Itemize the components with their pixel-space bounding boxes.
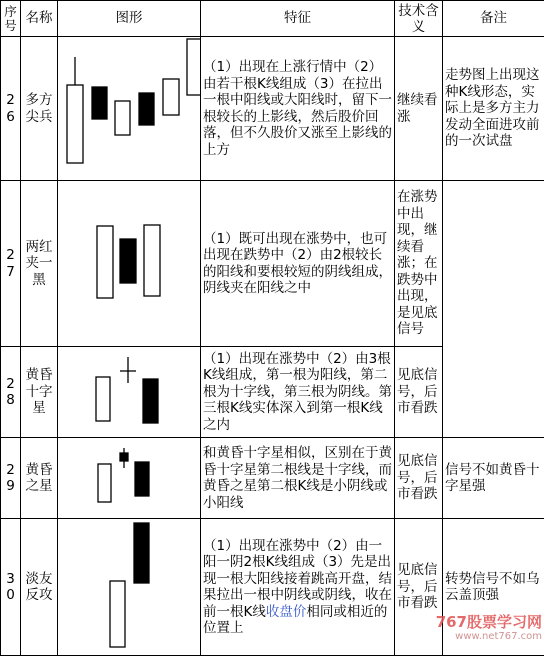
header-row [1,1,544,37]
yang-candle [163,79,179,115]
yang-candle [98,464,111,502]
feature-text: （1）出现在涨势中（2）由一阳一阴2根K线组成（3）先是出现一根大阳线接着跳高开盘，结果拉出一根中阴线或阴线，收在前一根K线 [203,538,392,620]
row-num: 28 [1,347,21,438]
lianghong-jia-yihei-figure [60,181,201,346]
site-watermark [414,613,542,649]
yang-candle [115,101,130,135]
row-note: 信号不如黄昏十字星强 [443,438,544,519]
header-feature: 特征 [201,1,395,37]
row-meaning: 继续看涨 [395,37,443,181]
yin-candle [134,523,149,583]
pattern-figure [58,438,201,519]
row-meaning: 在涨势中出现，继续看涨；在跌势中出现，是见底信号 [395,181,443,347]
row-meaning: 见底信号，后市看跌 [395,347,443,438]
yin-candle [143,379,158,423]
feature-text-tail: 相同或相近的位置上 [203,604,387,637]
row-feature [201,519,395,656]
row-num: 26 [1,37,21,181]
yang-candle [97,226,113,298]
watermark-text: 767股票学习网 [414,613,542,631]
row-meaning: 见底信号，后市看跌 [395,438,443,519]
header-name: 名称 [21,1,58,37]
small-star-candle [120,453,128,461]
row-feature: （1）出现在上涨行情中（2）由若干根K线组成（3）在拉出一根中阳线或大阳线时，留下一根较长的上影线，然后股价回落，但不久股价又涨至上影线的上方 [201,37,395,181]
row-feature: 和黄昏十字星相似，区别在于黄昏十字星第二根线是十字线，而黄昏之星第二根K线是小阴线或小阳线 [201,438,395,519]
yin-candle [92,87,107,119]
row-num: 30 [1,519,21,656]
row-name: 淡友反攻 [21,519,58,656]
pattern-figure [58,347,201,438]
row-note [443,181,544,438]
yang-candle [110,581,125,647]
header-figure: 图形 [58,1,201,37]
row-note: 走势图上出现这种K线形态，实际上是多方主力发动全面进攻前的一次试盘 [443,37,544,181]
yang-candle [187,39,201,95]
yin-candle [139,93,154,125]
watermark-url: www.net767.com [414,631,542,643]
row-num: 27 [1,181,21,347]
header-num: 序号 [1,1,21,37]
pattern-figure [58,37,201,181]
yin-candle [120,239,136,283]
row-meaning: 见底信号，后市看跌 [395,519,443,656]
pattern-figure [58,519,201,656]
row-name: 黄昏之星 [21,438,58,519]
closing-price-link[interactable]: 收盘价 [266,604,307,620]
row-feature: （1）出现在涨势中（2）由3根K线组成，第一根为阳线，第二根为十字线，第三根为阴线。第三根K线实体深入到第一根K线之内 [201,347,395,438]
header-meaning: 技术含义 [395,1,443,37]
row-name: 两红夹一黑 [21,181,58,347]
table-row [1,181,544,347]
table-row [1,37,544,181]
row-name: 多方尖兵 [21,37,58,181]
yang-candle [67,85,83,163]
duofang-jianbing-figure [60,37,201,180]
row-num: 29 [1,438,21,519]
pattern-figure [58,181,201,347]
row-feature: （1）既可出现在涨势中，也可出现在跌势中（2）由2根较长的阳线和要根较短的阴线组成，阴线夹在阳线之中 [201,181,395,347]
danyou-fangong-figure [60,519,201,655]
yang-candle [144,225,160,296]
header-note: 备注 [443,1,544,37]
yang-candle [96,377,110,421]
row-name: 黄昏十字星 [21,347,58,438]
yin-candle [135,462,149,496]
huanghun-shizixing-figure [60,347,201,437]
row-note: 转势信号不如乌云盖顶强 [443,519,544,656]
table-row [1,438,544,519]
huanghun-zhixing-figure [60,438,201,518]
